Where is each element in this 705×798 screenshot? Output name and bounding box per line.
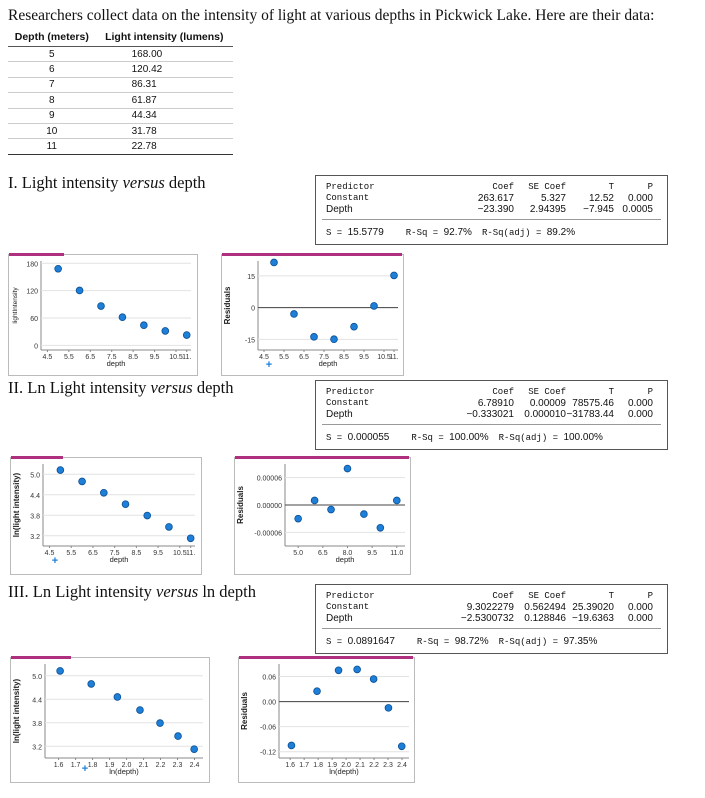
- x-tick-label: 1.9: [104, 762, 115, 769]
- y-tick-label: 15: [247, 273, 255, 281]
- x-tick-label: 10.5: [169, 354, 183, 361]
- y-tick-label: 0: [34, 343, 38, 351]
- reg-column-se: [524, 591, 566, 624]
- reg-cell: −23.390: [477, 204, 514, 215]
- y-tick-label: 0.00: [262, 699, 276, 707]
- data-point: [162, 328, 169, 335]
- x-tick-label: 9.5: [367, 550, 377, 557]
- y-tick-label: 0.06: [262, 674, 276, 682]
- y-tick-label: -0.12: [260, 749, 276, 757]
- plot-1-residuals: [221, 254, 404, 376]
- y-tick-label: -15: [244, 337, 255, 345]
- data-point: [351, 323, 358, 330]
- section-2-title-prefix: II. Ln Light intensity: [8, 378, 151, 397]
- reg-row-label: Depth: [326, 409, 353, 420]
- data-point: [391, 272, 398, 279]
- plot-3-scatter-svg: [11, 658, 209, 782]
- reg-predictor-label: Predictor: [326, 182, 375, 192]
- crosshair-icon: +: [81, 763, 89, 775]
- reg-col-header: Coef: [492, 387, 514, 397]
- section-2-title-italic: versus: [150, 378, 193, 397]
- table-row: [8, 62, 233, 77]
- y-axis-label: lightIntensity: [12, 287, 19, 324]
- data-point: [311, 333, 318, 340]
- x-tick-label: 4.5: [259, 354, 269, 361]
- y-tick-label: 4.4: [30, 492, 40, 500]
- reg-cell: 263.617: [477, 193, 514, 204]
- x-tick-label: 2.2: [369, 762, 379, 769]
- y-tick-label: 4.4: [32, 697, 42, 705]
- reg-s-label: S =: [326, 228, 348, 238]
- reg-cell: 0.000: [627, 409, 653, 420]
- reg-rsq-adj-value: 100.00%: [563, 432, 603, 443]
- x-tick-label: 7.5: [319, 354, 329, 361]
- x-tick-label: 1.8: [313, 762, 324, 769]
- data-point: [291, 311, 298, 318]
- reg-col-header: T: [608, 182, 614, 192]
- reg-cell: 6.78910: [477, 398, 514, 409]
- x-tick-label: 2.1: [138, 762, 149, 769]
- reg-cell: 0.000: [627, 193, 653, 204]
- section-3-title-italic: versus: [156, 582, 199, 601]
- data-point: [295, 515, 302, 522]
- reg-separator: [322, 219, 661, 220]
- reg-s-label: S =: [326, 637, 348, 647]
- table-row: [8, 47, 233, 62]
- reg-column-coef: [461, 591, 514, 624]
- intensity-cell: 168.00: [96, 47, 233, 62]
- reg-cell: −19.6363: [572, 613, 614, 624]
- x-tick-label: 11.0: [390, 550, 404, 557]
- depth-cell: 7: [8, 77, 96, 92]
- x-axis-label: depth: [106, 359, 126, 368]
- reg-s-value: 0.0891647: [347, 636, 395, 647]
- data-point: [140, 322, 147, 329]
- reg-rsq-adj-label: R-Sq(adj) =: [481, 228, 547, 238]
- reg-predictor-column: [326, 591, 375, 624]
- y-tick-label: 5.0: [32, 673, 42, 681]
- y-tick-label: 3.2: [32, 744, 42, 752]
- data-point: [385, 704, 392, 711]
- y-tick-label: 3.8: [32, 720, 42, 728]
- reg-separator: [322, 628, 661, 629]
- table-header-depth: Depth (meters): [8, 30, 96, 47]
- data-point: [57, 667, 64, 674]
- data-point: [191, 746, 198, 753]
- y-tick-label: -0.06: [260, 724, 276, 732]
- depth-cell: 11: [8, 139, 96, 154]
- reg-stats: [326, 636, 597, 647]
- x-tick-label: 8.5: [339, 354, 349, 361]
- x-tick-label: 8.5: [128, 354, 139, 361]
- data-point: [271, 259, 278, 266]
- reg-cell: −0.333021: [466, 409, 514, 420]
- intro-text: Researchers collect data on the intensity of light at various depths in Pickwick Lake. Here are their data:: [8, 7, 655, 24]
- reg-col-header: Coef: [492, 591, 514, 601]
- x-tick-label: 11.: [182, 354, 192, 361]
- x-tick-label: 10.5: [377, 354, 391, 361]
- reg-row-label: Depth: [326, 204, 353, 215]
- data-point: [328, 506, 335, 513]
- x-tick-label: 11.: [389, 354, 399, 361]
- x-tick-label: 7.5: [106, 354, 117, 361]
- reg-predictor-label: Predictor: [326, 387, 375, 397]
- depth-cell: 6: [8, 62, 96, 77]
- plot-1-scatter: [8, 254, 198, 376]
- x-tick-label: 2.3: [172, 762, 183, 769]
- x-tick-label: 5.5: [279, 354, 289, 361]
- y-axis-label: Residuals: [236, 486, 245, 524]
- depth-cell: 9: [8, 108, 96, 123]
- data-point: [331, 336, 338, 343]
- reg-cell: −31783.44: [566, 409, 614, 420]
- reg-col-header: P: [647, 591, 653, 601]
- x-tick-label: 2.0: [341, 762, 351, 769]
- plot-2-residuals-svg: [235, 458, 410, 574]
- y-tick-label: 120: [26, 288, 38, 296]
- reg-row-label: Depth: [326, 613, 353, 624]
- x-tick-label: 2.4: [397, 762, 407, 769]
- reg-cell: 0.000: [627, 398, 653, 409]
- y-axis-label: ln(light intensity): [12, 472, 21, 538]
- x-axis-label: depth: [318, 359, 338, 368]
- data-point: [344, 465, 351, 472]
- data-point: [157, 720, 164, 727]
- data-point: [288, 742, 295, 749]
- x-tick-label: 1.6: [285, 762, 296, 769]
- reg-cell: 0.562494: [524, 602, 566, 613]
- reg-column-t: [566, 387, 614, 420]
- x-tick-label: 9.5: [149, 354, 160, 361]
- reg-cell: 2.94395: [529, 204, 566, 215]
- data-point: [76, 287, 83, 294]
- reg-cell: 0.000: [627, 602, 653, 613]
- x-tick-label: 6.5: [88, 550, 98, 557]
- reg-rsq-label: R-Sq =: [416, 637, 455, 647]
- x-tick-label: 8.0: [342, 550, 353, 557]
- reg-col-header: T: [608, 591, 614, 601]
- plot-1-residuals-svg: [222, 255, 403, 375]
- x-tick-label: 6.5: [317, 550, 328, 557]
- reg-rsq-adj-label: R-Sq(adj) =: [498, 433, 564, 443]
- section-3-title-suffix: ln depth: [198, 582, 256, 601]
- section-1-title-italic: versus: [122, 173, 165, 192]
- reg-row-label: Constant: [326, 398, 370, 408]
- reg-stats: [326, 227, 575, 238]
- x-tick-label: 2.2: [155, 762, 166, 769]
- data-point: [137, 707, 144, 714]
- x-tick-label: 9.5: [153, 550, 163, 557]
- data-point: [370, 676, 377, 683]
- reg-cell: 9.3022279: [466, 602, 514, 613]
- x-tick-label: 4.5: [44, 550, 55, 557]
- x-tick-label: 10.5: [172, 550, 187, 557]
- reg-column-p: [622, 182, 653, 215]
- data-point: [144, 512, 151, 519]
- x-tick-label: 1.9: [327, 762, 337, 769]
- y-tick-label: 3.8: [30, 513, 40, 521]
- data-point: [166, 524, 173, 531]
- data-point: [100, 489, 107, 496]
- x-axis-label: depth: [335, 555, 355, 564]
- plot-accent-bar: [235, 456, 409, 459]
- reg-cell: 0.0005: [622, 204, 653, 215]
- data-point: [79, 478, 86, 485]
- reg-rsq-adj-value: 89.2%: [546, 227, 576, 238]
- table-row: [8, 93, 233, 108]
- reg-cell: −7.945: [583, 204, 614, 215]
- plot-accent-bar: [239, 656, 413, 659]
- reg-column-coef: [478, 182, 514, 215]
- data-table: [8, 30, 233, 155]
- table-row: [8, 108, 233, 123]
- y-tick-label: 3.2: [30, 533, 40, 541]
- plot-2-scatter-svg: [11, 458, 201, 574]
- reg-rsq-adj-value: 97.35%: [563, 636, 598, 647]
- reg-rsq-label: R-Sq =: [411, 433, 450, 443]
- depth-cell: 5: [8, 47, 96, 62]
- x-tick-label: 6.5: [85, 354, 96, 361]
- data-point: [361, 511, 368, 518]
- x-tick-label: 5.0: [293, 550, 304, 557]
- data-point: [114, 694, 121, 701]
- reg-rsq-value: 92.7%: [443, 227, 472, 238]
- reg-stats: [326, 432, 603, 443]
- x-tick-label: 5.5: [63, 354, 74, 361]
- reg-rsq-value: 98.72%: [454, 636, 489, 647]
- y-tick-label: 60: [30, 316, 38, 324]
- reg-column-coef: [466, 387, 514, 420]
- reg-column-p: [628, 387, 653, 420]
- reg-s-label: S =: [326, 433, 348, 443]
- x-tick-label: 6.5: [299, 354, 309, 361]
- y-tick-label: 0: [251, 305, 255, 313]
- data-point: [314, 688, 321, 695]
- reg-s-value: 15.5779: [347, 227, 384, 238]
- plot-3-scatter: [10, 657, 210, 783]
- reg-separator: [322, 424, 661, 425]
- reg-col-header: P: [647, 387, 653, 397]
- data-point: [393, 497, 400, 504]
- reg-col-header: SE Coef: [528, 182, 566, 192]
- data-point: [398, 743, 405, 750]
- data-point: [57, 467, 64, 474]
- x-axis-label: ln(depth): [329, 767, 359, 776]
- x-axis-label: depth: [109, 555, 129, 564]
- reg-column-se: [524, 387, 566, 420]
- data-point: [119, 314, 126, 321]
- plot-2-scatter: [10, 457, 202, 575]
- intensity-cell: 31.78: [96, 123, 233, 138]
- plot-1-scatter-svg: [9, 255, 197, 375]
- data-point: [122, 501, 129, 508]
- reg-predictor-column: [326, 182, 375, 215]
- reg-column-se: [528, 182, 566, 215]
- data-point: [371, 303, 378, 310]
- section-3-title: [8, 582, 256, 602]
- table-row: [8, 77, 233, 92]
- intensity-cell: 22.78: [96, 139, 233, 154]
- table-row: [8, 123, 233, 138]
- plot-3-residuals: [238, 657, 415, 783]
- reg-s-value: 0.000055: [347, 432, 390, 443]
- x-tick-label: 2.4: [189, 762, 200, 769]
- reg-cell: 0.128846: [524, 613, 566, 624]
- intensity-cell: 44.34: [96, 108, 233, 123]
- section-2-title-suffix: depth: [192, 378, 234, 397]
- plot-accent-bar: [9, 253, 64, 256]
- reg-column-p: [628, 591, 653, 624]
- intensity-cell: 86.31: [96, 77, 233, 92]
- crosshair-icon: +: [265, 359, 273, 371]
- y-tick-label: -0.00006: [254, 530, 282, 538]
- data-point: [377, 524, 384, 531]
- reg-row-label: Constant: [326, 193, 370, 203]
- y-tick-label: 0.00006: [256, 475, 282, 483]
- y-axis-label: Residuals: [240, 692, 249, 730]
- y-axis-label: Residuals: [223, 286, 232, 325]
- data-point: [55, 265, 62, 272]
- x-tick-label: 2.1: [355, 762, 365, 769]
- y-tick-label: 180: [26, 261, 38, 269]
- x-tick-label: 9.5: [359, 354, 369, 361]
- plot-accent-bar: [11, 656, 71, 659]
- crosshair-icon: +: [51, 555, 59, 567]
- reg-col-header: Coef: [492, 182, 514, 192]
- reg-col-header: P: [647, 182, 653, 192]
- reg-rsq-label: R-Sq =: [405, 228, 444, 238]
- reg-cell: −2.5300732: [460, 613, 514, 624]
- table-header-intensity: Light intensity (lumens): [96, 30, 233, 47]
- reg-col-header: SE Coef: [528, 387, 566, 397]
- plot-2-residuals: [234, 457, 411, 575]
- depth-cell: 8: [8, 93, 96, 108]
- x-tick-label: 8.5: [131, 550, 142, 557]
- x-axis-label: ln(depth): [109, 767, 139, 776]
- reg-column-t: [572, 591, 614, 624]
- intensity-cell: 120.42: [96, 62, 233, 77]
- data-point: [354, 666, 361, 673]
- data-point: [335, 667, 342, 674]
- intensity-cell: 61.87: [96, 93, 233, 108]
- x-tick-label: 4.5: [42, 354, 53, 361]
- data-point: [311, 497, 318, 504]
- data-point: [88, 681, 95, 688]
- x-tick-label: 2.0: [121, 762, 132, 769]
- x-tick-label: 1.8: [87, 762, 98, 769]
- reg-rsq-value: 100.00%: [449, 432, 489, 443]
- reg-rsq-adj-label: R-Sq(adj) =: [498, 637, 564, 647]
- y-axis-label: ln(light intensity): [12, 678, 21, 744]
- data-point: [98, 303, 105, 310]
- reg-cell: 12.52: [588, 193, 614, 204]
- reg-row-label: Constant: [326, 602, 370, 612]
- section-3-title-prefix: III. Ln Light intensity: [8, 582, 157, 601]
- data-point: [175, 733, 182, 740]
- reg-col-header: T: [608, 387, 614, 397]
- reg-predictor-label: Predictor: [326, 591, 375, 601]
- section-1-title-suffix: depth: [164, 173, 206, 192]
- regression-output-1: [315, 175, 668, 245]
- reg-cell: 78575.46: [572, 398, 614, 409]
- section-1-title-prefix: I. Light intensity: [8, 173, 123, 192]
- regression-output-3: [315, 584, 668, 654]
- reg-cell: 25.39020: [572, 602, 614, 613]
- plot-accent-bar: [11, 456, 63, 459]
- depth-cell: 10: [8, 123, 96, 138]
- x-tick-label: 1.7: [299, 762, 310, 769]
- x-tick-label: 5.5: [66, 550, 77, 557]
- reg-predictor-column: [326, 387, 375, 420]
- reg-column-t: [583, 182, 614, 215]
- plot-accent-bar: [222, 253, 402, 256]
- data-point: [183, 332, 190, 339]
- reg-cell: 0.000010: [524, 409, 566, 420]
- reg-cell: 0.000: [627, 613, 653, 624]
- section-1-title: [8, 173, 206, 193]
- y-tick-label: 0.00000: [256, 503, 282, 510]
- y-tick-label: 5.0: [30, 472, 40, 480]
- x-tick-label: 2.3: [383, 762, 393, 769]
- x-tick-label: 1.6: [53, 762, 64, 769]
- reg-cell: 0.00009: [529, 398, 566, 409]
- reg-cell: 5.327: [540, 193, 566, 204]
- reg-col-header: SE Coef: [528, 591, 566, 601]
- x-tick-label: 1.7: [70, 762, 81, 769]
- table-row: [8, 139, 233, 154]
- regression-output-2: [315, 380, 668, 450]
- plot-3-residuals-svg: [239, 658, 414, 782]
- section-2-title: [8, 378, 234, 398]
- data-point: [187, 535, 194, 542]
- x-tick-label: 7.5: [109, 550, 120, 557]
- x-tick-label: 11.: [186, 550, 196, 557]
